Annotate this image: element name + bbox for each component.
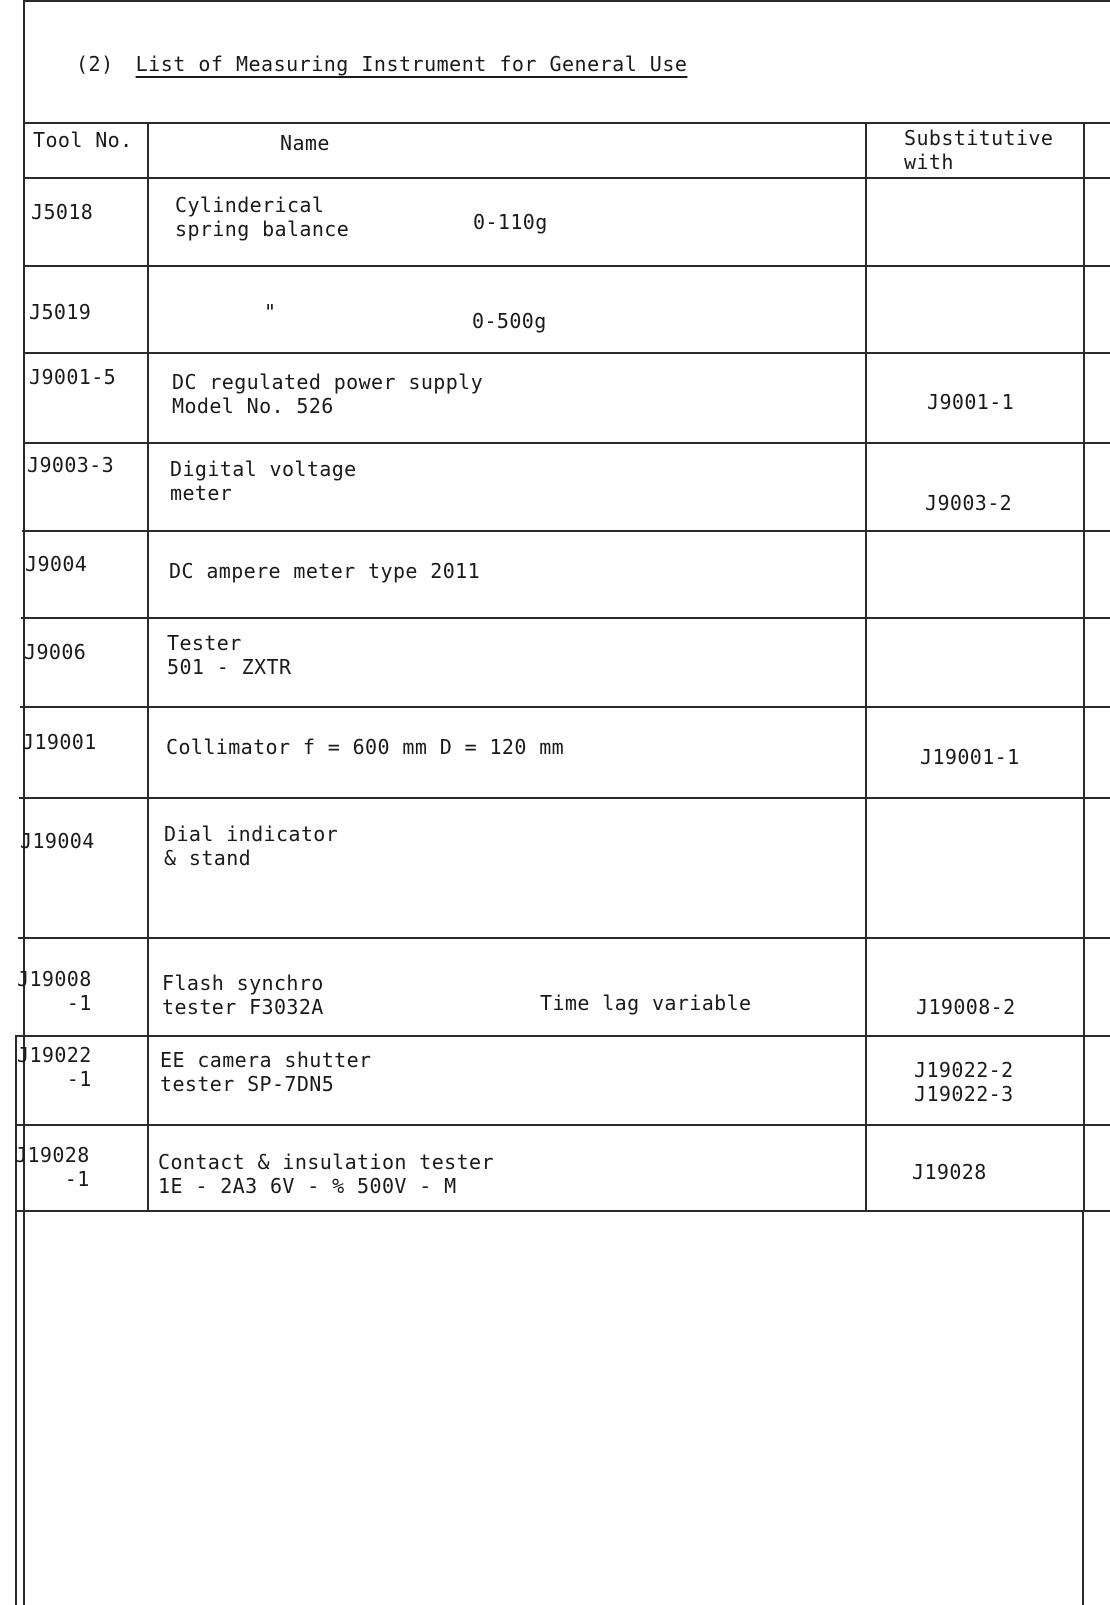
table-rule <box>1082 1210 1084 1605</box>
table-rule <box>23 265 1110 267</box>
substitute-tool: J19028 <box>912 1160 987 1184</box>
table-rule <box>15 1035 17 1605</box>
instrument-range: 0-500g <box>472 309 547 333</box>
table-rule <box>22 530 1110 532</box>
tool-number: J5018 <box>31 200 94 224</box>
instrument-name: Cylinderical spring balance <box>175 193 350 241</box>
tool-number: J19001 <box>22 730 97 754</box>
instrument-range: 0-110g <box>473 210 548 234</box>
table-rule <box>21 617 1110 619</box>
table-rule <box>19 797 1110 799</box>
column-header-name: Name <box>280 131 330 155</box>
instrument-note: Time lag variable <box>540 991 752 1015</box>
tool-number: J5019 <box>29 300 92 324</box>
instrument-name: Dial indicator & stand <box>164 822 339 870</box>
instrument-name: DC regulated power supply Model No. 526 <box>172 370 484 418</box>
instrument-name: Contact & insulation tester 1E - 2A3 6V - % 500V - M <box>158 1150 494 1198</box>
column-header-tool-no: Tool No. <box>33 128 133 152</box>
tool-number: J9003-3 <box>27 453 115 477</box>
instrument-name: EE camera shutter tester SP-7DN5 <box>160 1048 372 1096</box>
table-rule <box>23 352 1110 354</box>
table-rule <box>17 1035 1110 1037</box>
instrument-name: " <box>264 300 277 324</box>
table-rule <box>865 122 867 1212</box>
instrument-name: Digital voltage meter <box>170 457 357 505</box>
tool-number: J9006 <box>24 640 87 664</box>
tool-number: J19008 -1 <box>17 967 92 1015</box>
table-rule <box>1083 122 1085 1212</box>
table-rule <box>23 122 1110 124</box>
substitute-tool: J9001-1 <box>927 390 1015 414</box>
instrument-name: DC ampere meter type 2011 <box>169 559 481 583</box>
table-rule <box>23 177 1110 179</box>
tool-number: J19022 -1 <box>17 1043 92 1091</box>
tool-number: J19028 -1 <box>15 1143 90 1191</box>
section-number: (2) <box>76 52 114 76</box>
table-rule <box>23 442 1110 444</box>
column-header-substitutive: Substitutive with <box>904 126 1054 174</box>
table-rule <box>16 1124 1110 1126</box>
table-rule <box>15 1210 1110 1212</box>
substitute-tool: J19001-1 <box>920 745 1020 769</box>
table-rule <box>18 937 1110 939</box>
table-rule <box>147 122 149 1212</box>
section-title: List of Measuring Instrument for General Use <box>135 52 688 76</box>
instrument-name: Collimator f = 600 mm D = 120 mm <box>166 735 565 759</box>
tool-number: J19004 <box>20 829 95 853</box>
tool-number: J9004 <box>25 552 88 576</box>
substitute-tool: J19008-2 <box>916 995 1016 1019</box>
table-rule <box>20 706 1110 708</box>
instrument-name: Tester 501 - ZXTR <box>167 631 292 679</box>
substitute-tool: J19022-2 J19022-3 <box>914 1058 1014 1106</box>
tool-number: J9001-5 <box>29 365 117 389</box>
substitute-tool: J9003-2 <box>925 491 1013 515</box>
instrument-name: Flash synchro tester F3032A <box>162 971 324 1019</box>
